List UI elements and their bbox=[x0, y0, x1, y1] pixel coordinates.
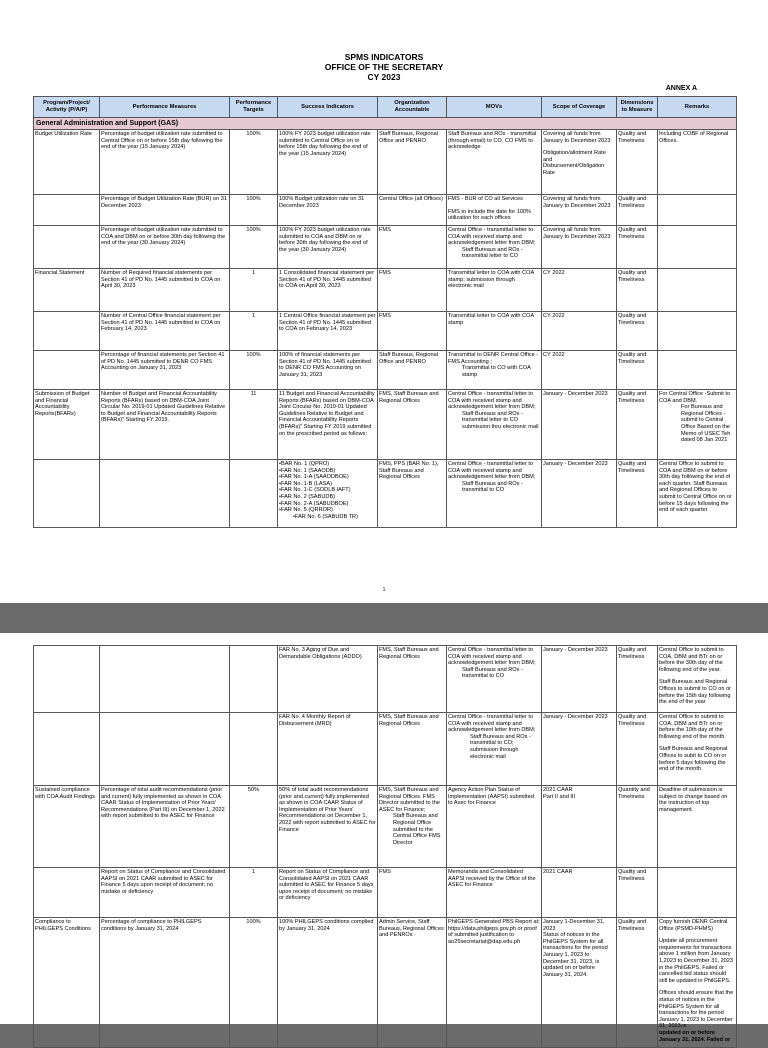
col-header-remarks: Remarks bbox=[658, 97, 737, 118]
cell-org: FMS, Staff Bureaus and Regional Offices bbox=[378, 713, 447, 786]
movs-text-2: Staff Bureaus and ROs - transmittal to CO bbox=[462, 480, 523, 494]
cell-measure bbox=[100, 460, 230, 528]
cell-measure: Number of Required financial statements per Section 41 of PD No. 1445 submitted to COA on April 30, 2023 bbox=[100, 269, 230, 312]
table-row bbox=[34, 918, 737, 1048]
cell-org: FMS, Staff Bureaus and Regional Offices bbox=[378, 390, 447, 460]
section-title: General Administration and Support (GAS) bbox=[34, 118, 737, 130]
cell-scope bbox=[542, 130, 617, 195]
cell-target bbox=[230, 460, 278, 528]
remarks-text-2: Update all procurement requirements for transactions above 1 million from January 1,2023 to December 31, 2023 in the PhilGEPS. Failed or cancelled bid status should still be updated in PhilGEPS. bbox=[659, 938, 734, 984]
bfar-item: •FAR No. 1-A (SAAODBOE) bbox=[279, 474, 349, 481]
cell-scope: January - December 2023 bbox=[542, 713, 617, 786]
cell-dims: Quality and Timeliness bbox=[617, 460, 658, 528]
cell-dims: Quality and Timeliness bbox=[617, 269, 658, 312]
cell-pap: Compliance to PHILGEPS Conditions bbox=[34, 918, 100, 1048]
cell-remarks bbox=[658, 195, 737, 226]
cell-success: FAR No. 3 Aging of Due and Demandable Obligations (ADDO) bbox=[278, 646, 378, 713]
cell-success: 100% of financial statements per Section 41 of PD No. 1445 submitted to DENR CO FMS Accounting on January 31, 2023 bbox=[278, 351, 378, 390]
cell-movs bbox=[447, 460, 542, 528]
cell-target: 50% bbox=[230, 786, 278, 868]
cell-measure: Report on Status of Compliance and Consolidated AAPSI on 2021 CAAR submitted to ASEC for Finance 5 days upon receipt of document; no mistake or deficiency bbox=[100, 868, 230, 918]
table-row bbox=[34, 786, 737, 868]
cell-scope bbox=[542, 918, 617, 1048]
movs-text: Central Office - transmittal letter to COA with received stamp and acknowledgement letter from DBM; bbox=[448, 227, 536, 247]
cell-org: FMS bbox=[378, 312, 447, 351]
section-row bbox=[34, 118, 737, 130]
col-header-measures: Performance Measures bbox=[100, 97, 230, 118]
remarks-text-3-bold: updated on or before January 31, 2024. Failed or bbox=[659, 1029, 731, 1043]
cell-dims: Quality and Timeliness bbox=[617, 918, 658, 1048]
cell-success: 11 Budget and Financial Accountability Reports (BFARs) based on DBM-COA Joint Circular No. 2019-01 Updated Guidelines Relative to Budget and Financial Accountability Reports (BFARs)" Starting FY 2019 submitted on the prescribed period as follows: bbox=[278, 390, 378, 460]
cell-dims: Quality and Timeliness bbox=[617, 713, 658, 786]
cell-measure: Percentage of compliance to PHILGEPS conditions by January 31, 2024 bbox=[100, 918, 230, 1048]
org-text: FMS, Staff Bureaus and Regional Offices. FMS Director submitted to the ASEC for Finance; bbox=[379, 787, 440, 813]
table-row bbox=[34, 195, 737, 226]
remarks-text: For Central Office -Submit to COA and DBM. bbox=[659, 391, 731, 404]
bfar-item: •FAR No. 2 (SABUDB) bbox=[279, 493, 336, 500]
table-row bbox=[34, 460, 737, 528]
col-header-success: Success Indicators bbox=[278, 97, 378, 118]
cell-scope: January - December 2023 bbox=[542, 390, 617, 460]
cell-movs bbox=[447, 390, 542, 460]
cell-measure bbox=[100, 713, 230, 786]
movs-text: FMS - BUR of CO all Services bbox=[448, 196, 523, 202]
cell-dims: Quality and Timeliness bbox=[617, 868, 658, 918]
cell-success: 100% FY 2023 budget utilization rate submitted to COA and DBM on or before 30th day following the end of the year (30 January 2024) bbox=[278, 226, 378, 269]
org-text-2: Staff Bureaus and Regional Office submitted to the Central Office FMS Director bbox=[393, 813, 441, 846]
cell-movs bbox=[447, 195, 542, 226]
cell-scope: January - December 2023 bbox=[542, 646, 617, 713]
cell-movs: Agency Action Plan Status of Implementation (AAPSI) submitted to Asec for Finance bbox=[447, 786, 542, 868]
cell-movs bbox=[447, 351, 542, 390]
cell-target: 1 bbox=[230, 312, 278, 351]
scope-text-2: Status of notices in the PhilGEPS System for all transactions for the period January 1, 2023 to December 31, 2023, is updated on or before January 31, 2024. bbox=[543, 932, 608, 978]
cell-scope: CY 2022 bbox=[542, 269, 617, 312]
cell-dims: Quality and Timeliness bbox=[617, 351, 658, 390]
cell-measure: Number of Central Office financial statement per Section 41 of PD No. 1445 submitted to COA on February 14, 2023 bbox=[100, 312, 230, 351]
movs-text-2: Transmittal to CO with COA stamp bbox=[462, 365, 531, 378]
cell-pap: Financial Statement bbox=[34, 269, 100, 312]
bfar-item: •FAR No. 2-A (SABUDBOE) bbox=[279, 500, 349, 507]
movs-text-2: FMS to include the date for 100% utilization for each offices bbox=[448, 208, 532, 222]
table-row bbox=[34, 269, 737, 312]
bfar-item: •BAR No. 1 (QPRO) bbox=[279, 461, 330, 467]
cell-dims: Quality and Timeliness bbox=[617, 312, 658, 351]
cell-success: 1 Central Office financial statement per Section 41 of PD No. 1445 submitted to COA on February 14, 2023 bbox=[278, 312, 378, 351]
cell-success: 100% Budget utilization rate on 31 December 2023 bbox=[278, 195, 378, 226]
cell-remarks bbox=[658, 312, 737, 351]
annex-label: ANNEX A bbox=[665, 85, 697, 92]
cell-pap bbox=[34, 195, 100, 226]
cell-movs bbox=[447, 646, 542, 713]
cell-target: 1 bbox=[230, 269, 278, 312]
remarks-text-2: Staff Bureaus and Regional Offices to subit to CO on or before 5 days following the end of the month bbox=[659, 746, 728, 773]
cell-pap: Sustained compliance with COA Audit Findings bbox=[34, 786, 100, 868]
cell-target: 100% bbox=[230, 918, 278, 1048]
table-row bbox=[34, 646, 737, 713]
cell-movs: Memoranda and Consolidated AAPSI received by the Office of the ASEC for Finance bbox=[447, 868, 542, 918]
table-row bbox=[34, 226, 737, 269]
spms-table-page2 bbox=[33, 645, 737, 1048]
cell-pap bbox=[34, 351, 100, 390]
cell-measure: Percentage of Budget Utilization Rate (BUR) on 31 December 2023 bbox=[100, 195, 230, 226]
cell-pap: Submission of Budget and Financial Accountability Reports(BFARs) bbox=[34, 390, 100, 460]
table-row bbox=[34, 390, 737, 460]
document-page-2 bbox=[0, 633, 768, 1043]
movs-text: Central Office - transmittal letter to COA with received stamp and acknowledgement letter from DBM; bbox=[448, 461, 536, 481]
scope-text: Covering all funds from January to December 2023 bbox=[543, 131, 611, 144]
cell-target: 100% bbox=[230, 195, 278, 226]
cell-remarks bbox=[658, 351, 737, 390]
doc-title-2: OFFICE OF THE SECRETARY bbox=[324, 62, 444, 72]
bfar-item: •FAR No. 6 (SABUDB TR) bbox=[293, 513, 358, 520]
cell-target: 100% bbox=[230, 351, 278, 390]
movs-text: Transmittal to DENR Central Office - FMS Accounting ; bbox=[448, 352, 539, 365]
cell-remarks bbox=[658, 868, 737, 918]
cell-measure: Number of Budget and Financial Accountability Reports (BFARs) based on DBM-COA Joint Circular No. 2019-01 Updated Guidelines Relative to Budget and Financial Accountability Reports (BFARs)" Starting FY 2019. bbox=[100, 390, 230, 460]
cell-target: 1 bbox=[230, 868, 278, 918]
cell-org bbox=[378, 786, 447, 868]
cell-target: 100% bbox=[230, 130, 278, 195]
cell-remarks: Central Office to submit to COA and DBM on or before 30th day following the end of each quarter. Staff Bureaus and Regional Offices to submit to Central Office on or before 15 days following the end of each quarter bbox=[658, 460, 737, 528]
cell-org: Staff Bureaus, Regional Office and PENRO bbox=[378, 351, 447, 390]
remarks-text-2: Staff Bureaus and Regional Offices to submit to CO on or before the 15th day following the end of the year bbox=[659, 679, 732, 706]
cell-success bbox=[278, 460, 378, 528]
remarks-text-2: For Bureaus and Regional Offices - submit to Central Office Based on the Memo of USEC Teh dated 08 Jan 2021 bbox=[681, 404, 731, 444]
cell-success: 50% of total audit recommendations (prior and current) fully implemented as shown in COA CAAR Status of Implementation of Prior Years' Recommendations on December 1, 2022 with report submitted to ASEC for Finance bbox=[278, 786, 378, 868]
cell-dims: Quality and Timeliness bbox=[617, 195, 658, 226]
cell-remarks bbox=[658, 390, 737, 460]
cell-org: Staff Bureaus, Regional Office and PENRO bbox=[378, 130, 447, 195]
cell-scope: Covering all funds from January to December 2023 bbox=[542, 226, 617, 269]
bfar-item: •FAR No. 1-C (SODLB IAFT) bbox=[279, 487, 351, 494]
bfar-item: •FAR No. 1-B (LASA) bbox=[279, 480, 332, 487]
cell-measure bbox=[100, 646, 230, 713]
movs-text-2: Staff Bureaus and ROs - transmittal letter to CO bbox=[462, 246, 523, 260]
cell-scope: CY 2022 bbox=[542, 351, 617, 390]
cell-org: FMS, PPS (BAR No. 1), Staff Bureaus and Regional Offices bbox=[378, 460, 447, 528]
remarks-text: Central Office to submit to COA, DBM and BTr on or before the 10th day of the following end of the month. bbox=[659, 714, 726, 740]
cell-org: FMS bbox=[378, 226, 447, 269]
page-number: 1 bbox=[382, 587, 386, 593]
cell-target bbox=[230, 646, 278, 713]
cell-success: 100% PHILGEPS conditions complied by January 31, 2024 bbox=[278, 918, 378, 1048]
table-row bbox=[34, 351, 737, 390]
spms-table-page1 bbox=[33, 96, 737, 528]
cell-remarks: Including COBF of Regional Offices. bbox=[658, 130, 737, 195]
scope-text-2: Obligation/allotment Rate and Disbursement/Obligation Rate bbox=[543, 150, 606, 176]
cell-remarks bbox=[658, 918, 737, 1048]
movs-text: Central Office - transmittal letter to COA with received stamp and acknowledgement letter from DBM; bbox=[448, 391, 536, 411]
cell-pap bbox=[34, 713, 100, 786]
remarks-text: Copy furnish DENR Central Office (PSMD-PHMS) bbox=[659, 919, 728, 932]
cell-pap bbox=[34, 226, 100, 269]
movs-text-2: Staff Bureaus and ROs - transmittal to CO; submission through electronic mail bbox=[470, 733, 531, 760]
cell-measure: Percentage of total audit recommendations (prior and current) fully implemented as shown in COA CAAR Status of Implementation of Prior Years' Recommendations (Part III) on December 1, 2022 with report submitted to the ASEC for Finance bbox=[100, 786, 230, 868]
cell-success: 100% FY 2023 budget utilization rate submitted to Central Office on or before 15th day following the end of the year (15 January 2024) bbox=[278, 130, 378, 195]
cell-org: Central Office (all Offices) bbox=[378, 195, 447, 226]
table-row bbox=[34, 868, 737, 918]
col-header-pap: Program/Project/ Activity (P/A/P) bbox=[34, 97, 100, 118]
cell-movs bbox=[447, 713, 542, 786]
cell-org: FMS bbox=[378, 269, 447, 312]
cell-movs: Transmittal letter to COA with COA stamp; submission through electronic mail bbox=[447, 269, 542, 312]
cell-movs: Staff Bureaus and ROs - transmittal (through email) to CO, CO FMS to acknowledge bbox=[447, 130, 542, 195]
cell-pap bbox=[34, 646, 100, 713]
movs-text: Central Office - transmittal letter to COA with received stamp and acknowledgement letter from DBM; bbox=[448, 714, 536, 734]
remarks-text-3: Offices should ensure that the status of notices in the PhilGEPS System for all transactions for the period January 1, 2023 to December 31, 2023,is bbox=[659, 990, 734, 1030]
cell-movs bbox=[447, 226, 542, 269]
cell-scope: 2021 CAAR bbox=[542, 868, 617, 918]
cell-target: 100% bbox=[230, 226, 278, 269]
cell-success: Report on Status of Compliance and Consolidated AAPSI on 2021 CAAR submitted to ASEC for Finance 5 days upon receipt of document; no mistake or deficiency bbox=[278, 868, 378, 918]
cell-remarks bbox=[658, 713, 737, 786]
bfar-item: •FAR No. 1 (SAAODB) bbox=[279, 467, 336, 474]
cell-measure: Percentage of budget utilization rate submitted to Central Office on or before 15th day following the end of the year (15 January 2024) bbox=[100, 130, 230, 195]
cell-measure: Percentage of budget utilization rate submitted to COA and DBM on or before 30th day following the end of the year (30 January 2024) bbox=[100, 226, 230, 269]
cell-dims: Quality and Timeliness bbox=[617, 226, 658, 269]
table-row bbox=[34, 713, 737, 786]
cell-scope: CY 2022 bbox=[542, 312, 617, 351]
movs-text: Central Office - transmittal letter to COA with received stamp and acknowledgement letter from DBM; bbox=[448, 647, 536, 667]
col-header-scope: Scope of Coverage bbox=[542, 97, 617, 118]
movs-text-2: Staff Bureaus and ROs - transmittal letter to CO submission thru electronic mail bbox=[462, 410, 539, 430]
cell-scope: January - December 2023 bbox=[542, 460, 617, 528]
col-header-targets: Performance Targets bbox=[230, 97, 278, 118]
col-header-org: Organization Accountable bbox=[378, 97, 447, 118]
cell-scope: Covering all funds from January to December 2023 bbox=[542, 195, 617, 226]
cell-org: FMS, Staff Bureaus and Regional Offices bbox=[378, 646, 447, 713]
cell-target bbox=[230, 713, 278, 786]
col-header-dims: Dimensions to Measure bbox=[617, 97, 658, 118]
cell-movs: PhilGEPS Generated PBS Report at: https://data.philgeps.gov.ph or proof of submitted justification to ao25secretariat@dap.edu.ph bbox=[447, 918, 542, 1048]
cell-pap bbox=[34, 460, 100, 528]
scope-text: 2021 CAAR bbox=[543, 787, 573, 793]
remarks-text: Central Office to submit to COA, DBM and BTr on or before the 30th day of the following end of the year. bbox=[659, 647, 724, 673]
bfar-item: •FAR No. 5 (QRROR) bbox=[279, 507, 333, 514]
cell-dims: Quality and Timeliness bbox=[617, 390, 658, 460]
cell-org: Admin Service, Staff Bureaus, Regional Offices and PENROs bbox=[378, 918, 447, 1048]
cell-success: FAR No. 4 Monthly Report of Disbursement (MRD) bbox=[278, 713, 378, 786]
doc-title-3: CY 2023 bbox=[367, 72, 401, 82]
cell-target: 11 bbox=[230, 390, 278, 460]
scope-text: January 1-December 31, 2023 bbox=[543, 919, 605, 932]
cell-remarks: Deadline of submission is subject to change based on the instruction of top management. bbox=[658, 786, 737, 868]
scope-text-2: Part II and III bbox=[543, 793, 576, 800]
cell-movs: Transmittal letter to COA with COA stamp bbox=[447, 312, 542, 351]
cell-dims: Quantity and Timeliness bbox=[617, 786, 658, 868]
table-row bbox=[34, 312, 737, 351]
doc-title-1: SPMS INDICATORS bbox=[344, 52, 424, 62]
cell-remarks bbox=[658, 646, 737, 713]
cell-success: 1 Consolidated financial statement per Section 41 of PD No. 1445 submitted to COA on April 30, 2023 bbox=[278, 269, 378, 312]
table-row bbox=[34, 130, 737, 195]
cell-scope bbox=[542, 786, 617, 868]
movs-text-2: Staff Bureaus and ROs - transmittal to CO bbox=[462, 666, 523, 680]
cell-pap: Budget Utilization Rate bbox=[34, 130, 100, 195]
col-header-movs: MOVs bbox=[447, 97, 542, 118]
cell-remarks bbox=[658, 226, 737, 269]
cell-pap bbox=[34, 312, 100, 351]
cell-measure: Percentage of financial statements per Section 41 of PD No. 1445 submitted to DENR CO FMS Accounting on January 31, 2023 bbox=[100, 351, 230, 390]
cell-dims: Quality and Timeliness bbox=[617, 130, 658, 195]
cell-dims: Quality and Timeliness bbox=[617, 646, 658, 713]
cell-pap bbox=[34, 868, 100, 918]
table-header-row bbox=[34, 97, 737, 118]
cell-remarks bbox=[658, 269, 737, 312]
cell-org: FMS bbox=[378, 868, 447, 918]
